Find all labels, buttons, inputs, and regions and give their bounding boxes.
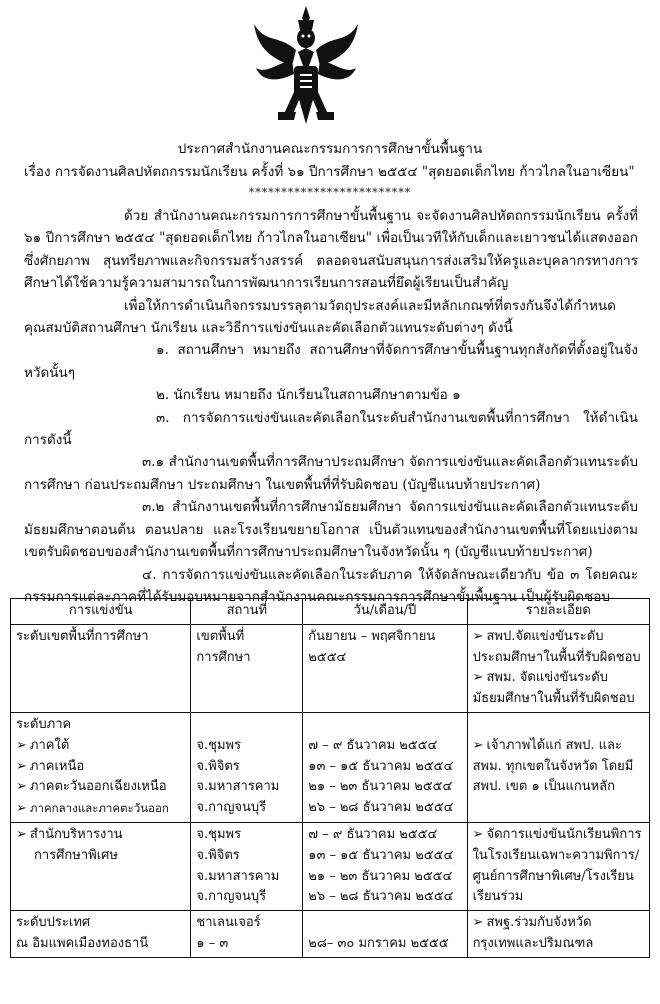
cell-text: สพม. ทุกเขตในจังหวัด โดยมี (472, 758, 634, 774)
table-row (11, 624, 650, 712)
garuda-emblem-icon (248, 4, 364, 126)
cell-text: สพป.จัดแข่งขันระดับ (486, 628, 604, 644)
body-text (24, 205, 638, 608)
cell-text: สพป. เขต ๑ เป็นแกนหลัก (472, 779, 615, 795)
arrow-bullet-icon: ➢ (16, 758, 27, 774)
cell-text: จ.กาญจนบุรี (196, 800, 267, 816)
arrow-bullet-icon: ➢ (16, 737, 27, 753)
cell-text: จ.พิจิตร (196, 758, 240, 774)
paragraph-item-1: ๑. สถานศึกษา หมายถึง สถานศึกษาที่จัดการศึกษาขั้นพื้นฐานทุกสังกัดที่ตั้งอยู่ในจังหวัดนั้นๆ (24, 342, 638, 381)
cell-text: สำนักบริหารงาน (29, 826, 123, 842)
cell-text (473, 715, 644, 736)
table-row (11, 712, 650, 822)
cell-text: ภาคกลางและภาคตะวันออก (29, 801, 169, 816)
paragraph-item-2: ๒. นักเรียน หมายถึง นักเรียนในสถานศึกษาตามข้อ ๑ (156, 387, 461, 404)
arrow-bullet-icon: ➢ (472, 670, 484, 686)
cell-venue (191, 822, 303, 910)
announcement-subject: เรื่อง การจัดงานศิลปหัตถกรรมนักเรียน ครั้งที่ ๖๑ ปีการศึกษา ๒๕๕๔ "สุดยอดเด็กไทย ก้าวไกลในอาเซียน" (24, 164, 635, 180)
cell-text (196, 715, 297, 736)
cell-text: ในโรงเรียนเฉพาะความพิการ/ (472, 847, 640, 863)
cell-text: จ.มหาสารคาม (196, 779, 280, 795)
cell-venue (191, 911, 303, 958)
paragraph-purpose: เพื่อให้การดำเนินกิจกรรมบรรลุตามวัตถุประสงค์และมีหลักเกณฑ์ที่ตรงกันจึงได้กำหนดคุณสมบัติสถานศึกษา นักเรียน และวิธีการแข่งขันและคัดเลือกตัวแทนระดับต่างๆ ดังนี้ (24, 297, 616, 337)
arrow-bullet-icon: ➢ (472, 915, 484, 931)
cell-text: จ.กาญจนบุรี (196, 889, 267, 905)
cell-text: ณ อิมแพคเมืองทองธานี (16, 935, 149, 951)
arrow-bullet-icon: ➢ (16, 826, 27, 842)
arrow-bullet-icon: ➢ (472, 737, 484, 753)
arrow-bullet-icon: ➢ (472, 628, 484, 644)
cell-text (308, 715, 461, 736)
cell-text: ภาคตะวันออกเฉียงเหนือ (29, 779, 167, 795)
cell-venue (191, 712, 303, 822)
cell-venue (191, 624, 303, 712)
cell-text: ๑ – ๓ (196, 935, 229, 951)
cell-text: ระดับประเทศ (16, 915, 91, 931)
cell-text: ๗ – ๙ ธันวาคม ๒๕๕๔ (308, 737, 438, 753)
cell-competition (11, 712, 191, 822)
cell-text: ๑๓ – ๑๕ ธันวาคม ๒๕๕๔ (308, 847, 454, 863)
cell-text: กรุงเทพและปริมณฑล (472, 935, 594, 951)
header-date: วัน/เดือน/ปี (303, 599, 467, 625)
cell-date (303, 822, 467, 910)
cell-competition (11, 911, 191, 958)
arrow-bullet-icon: ➢ (16, 801, 27, 817)
schedule-table (10, 598, 650, 958)
cell-text: จ.มหาสารคาม (196, 868, 280, 884)
announcement-title: ประกาศสำนักงานคณะกรรมการการศึกษาขั้นพื้นฐาน (177, 141, 483, 157)
cell-competition (11, 822, 191, 910)
cell-text: ภาคเหนือ (29, 758, 85, 774)
paragraph-intro: ด้วย สำนักงานคณะกรรมการการศึกษาขั้นพื้นฐาน จะจัดงานศิลปหัตถกรรมนักเรียน ครั้งที่ ๖๑ ปีการศึกษา ๒๕๕๔ "สุดยอดเด็กไทย ก้าวไกลในอาเซียน" เพื่อเป็นเวทีให้กับเด็กและเยาวชนได้แสดงออกซึ่งศักยภาพ สุนทรียภาพและกิจกรรมสร้างสรรค์ ตลอดจนสนับสนุนการส่งเสริมให้ครูและบุคลากรทางการศึกษาได้ใช้ความรู้ความสามารถในการพัฒนาการเรียนการสอนที่ยึดผู้เรียนเป็นสำคัญ (24, 208, 638, 292)
cell-details (467, 712, 649, 822)
arrow-bullet-icon: ➢ (16, 779, 27, 795)
separator-line: ************************* (248, 186, 412, 199)
header-venue: สถานที่ (191, 599, 303, 625)
cell-text: ประถมศึกษาในพื้นที่รับผิดชอบ (472, 649, 641, 665)
cell-competition (11, 624, 191, 712)
cell-text: ระดับภาค (16, 716, 72, 732)
cell-text: การศึกษา (196, 649, 251, 665)
cell-text: จ.พิจิตร (196, 847, 240, 863)
cell-text: ๒๖ – ๒๘ ธันวาคม ๒๕๕๔ (308, 800, 454, 816)
cell-text: จ.ชุมพร (196, 826, 242, 842)
cell-details (467, 822, 649, 910)
cell-text (308, 913, 461, 934)
cell-details (467, 624, 649, 712)
cell-text: ชาเลนเจอร์ (196, 915, 261, 931)
cell-text: ๑๓ – ๑๕ ธันวาคม ๒๕๕๔ (308, 758, 454, 774)
paragraph-item-3: ๓. การจัดการแข่งขันและคัดเลือกในระดับสำนักงานเขตพื้นที่การศึกษา ให้ดำเนินการดังนี้ (24, 409, 638, 449)
cell-text: จัดการแข่งขันนักเรียนพิการ (486, 826, 642, 842)
table-row (11, 822, 650, 910)
cell-text: ภาคใต้ (29, 737, 70, 753)
paragraph-item-3-1: ๓.๑ สำนักงานเขตพื้นที่การศึกษาประถมศึกษา จัดการแข่งขันและคัดเลือกตัวแทนระดับการศึกษา ก่อนประถมศึกษา ประถมศึกษา ในเขตพื้นที่ที่รับผิดชอบ (บัญชีแนบท้ายประกาศ) (24, 454, 638, 493)
header-details: รายละเอียด (467, 599, 649, 625)
paragraph-item-3-2: ๓.๒ สำนักงานเขตพื้นที่การศึกษามัธยมศึกษา จัดการแข่งขันและคัดเลือกตัวแทนระดับมัธยมศึกษาตอนต้น ตอนปลาย และโรงเรียนขยายโอกาส เป็นตัวแทนของสำนักงานเขตพื้นที่โดยแบ่งตามเขตรับผิดชอบของสำนักงานเขตพื้นที่การศึกษาประถมศึกษาในจังหวัดนั้น ๆ (บัญชีแนบท้ายประกาศ) (24, 499, 638, 561)
cell-text: จ.ชุมพร (196, 737, 242, 753)
cell-details (467, 911, 649, 958)
paragraph-item-4: ๔. การจัดการแข่งขันและคัดเลือกในระดับภาค ให้จัดลักษณะเดียวกับ ข้อ ๓ โดยคณะกรรมการแต่ละภาคที่ได้รับมอบหมายจากสำนักงานคณะกรรมการการศึกษาขั้นพื้นฐาน เป็นผู้รับผิดชอบ (24, 566, 638, 605)
cell-text: กันยายน – พฤศจิกายน (308, 628, 436, 644)
cell-date (303, 911, 467, 958)
cell-text: เรียนร่วม (472, 889, 524, 905)
cell-text: ๒๑ – ๒๓ ธันวาคม ๒๕๕๔ (308, 779, 453, 795)
cell-text: สพม. จัดแข่งขันระดับ (486, 670, 608, 686)
table-header-row (11, 599, 650, 625)
cell-text: เขตพื้นที่ (196, 628, 245, 644)
header-competition: การแข่งขัน (11, 599, 191, 625)
cell-text: ๒๑ – ๒๓ ธันวาคม ๒๕๕๔ (308, 868, 453, 884)
cell-text: สพฐ.ร่วมกับจังหวัด (486, 915, 592, 931)
cell-text: ๗ – ๙ ธันวาคม ๒๕๕๔ (308, 826, 438, 842)
table-row (11, 911, 650, 958)
cell-text: ๒๕๕๔ (308, 649, 347, 665)
cell-text: มัธยมศึกษาในพื้นที่รับผิดชอบ (472, 691, 635, 707)
cell-text: การศึกษาพิเศษ (34, 847, 118, 863)
arrow-bullet-icon: ➢ (472, 826, 484, 842)
cell-text: ศูนย์การศึกษาพิเศษ/โรงเรียน (472, 868, 634, 884)
cell-text: ๒๖ – ๒๘ ธันวาคม ๒๕๕๔ (308, 889, 454, 905)
cell-text: ระดับเขตพื้นที่การศึกษา (16, 628, 149, 644)
cell-date (303, 624, 467, 712)
cell-text: ๒๘– ๓๐ มกราคม ๒๕๕๕ (308, 935, 449, 951)
cell-text: เจ้าภาพได้แก่ สพป. และ (486, 737, 622, 753)
cell-date (303, 712, 467, 822)
